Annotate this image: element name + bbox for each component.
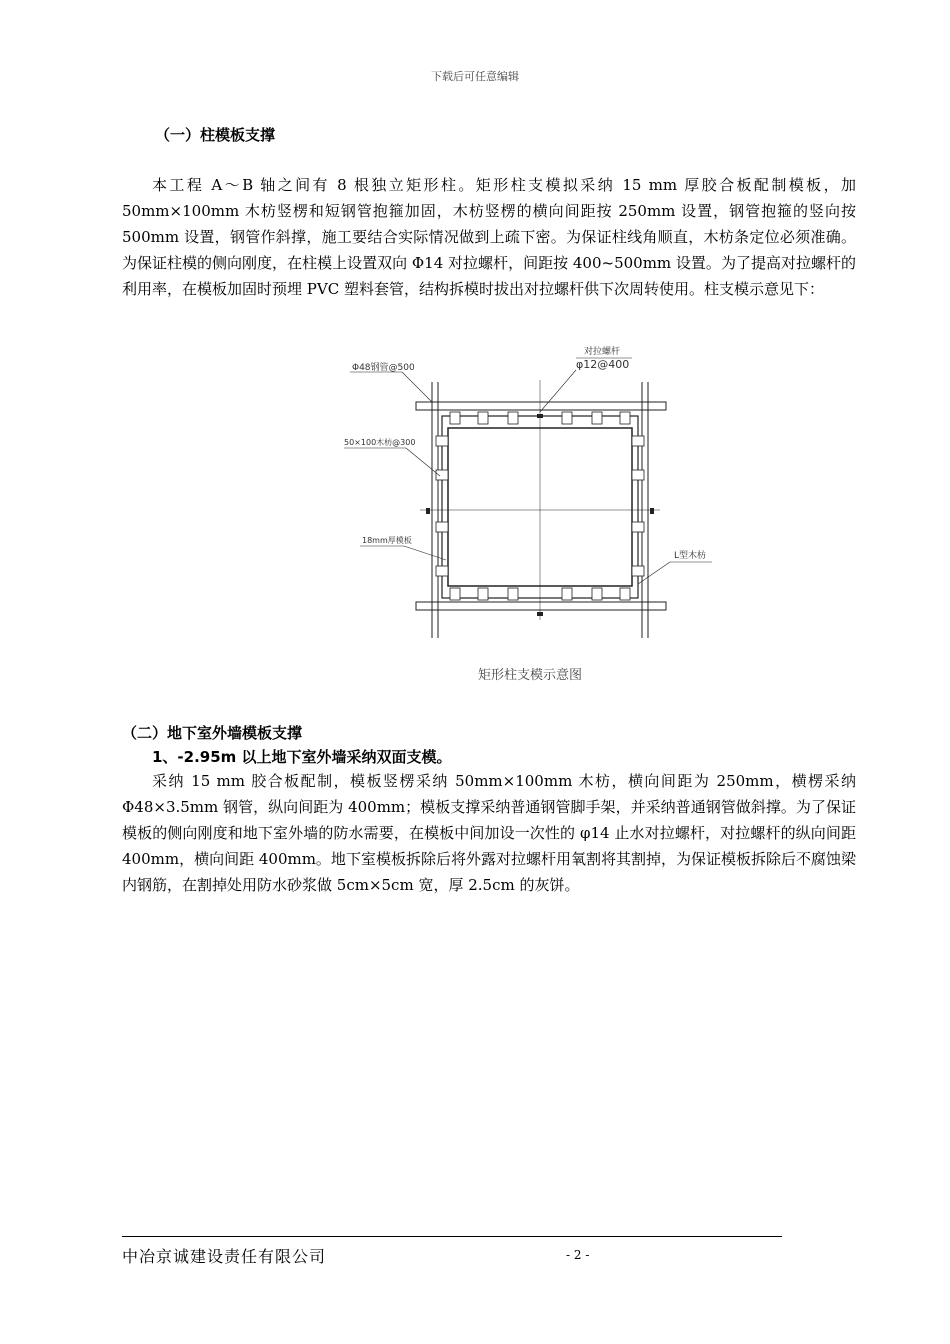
column-formwork-diagram	[340, 340, 720, 640]
label-bolt-spec: φ12@400	[576, 358, 630, 371]
bottom-pipe	[416, 602, 666, 610]
footer-company: 中冶京诚建设责任有限公司	[122, 1247, 327, 1266]
section-2-title: （二）地下室外墙模板支撑	[122, 724, 303, 742]
top-pipe	[416, 402, 666, 410]
page-header-note: 下载后可任意编辑	[431, 70, 519, 83]
footer-rule	[122, 1236, 782, 1237]
section-1-paragraph: 本工程 A～B 轴之间有 8 根独立矩形柱。矩形柱支模拟采纳 15 mm 厚胶合板配制模板，加 50mm×100mm 木枋竖楞和短钢管抱箍加固，木枋竖楞的横向间距按 250mm 设置，钢管抱箍的竖向按 500mm 设置，钢管作斜撑，施工要结合实际情况做到上疏下密。为保证柱线角顺直，木枋条定位必须准确。为保证柱模的侧向刚度，在柱模上设置双向 Φ14 对拉螺杆，间距按 400~500mm 设置。为了提高对拉螺杆的利用率，在模板加固时预埋 PVC 塑料套管，结构拆模时拔出对拉螺杆供下次周转使用。柱支模示意见下：	[122, 176, 856, 298]
figure-caption: 矩形柱支模示意图	[477, 668, 582, 683]
page-number: - 2 -	[566, 1248, 590, 1262]
section-1-title: （一）柱模板支撑	[155, 126, 276, 144]
label-l-timber: L型木枋	[674, 551, 707, 561]
section-1-body	[122, 172, 856, 302]
label-timber: 50×100木枋@300	[344, 438, 416, 447]
section-2-subtitle: 1、-2.95m 以上地下室外墙采纳双面支模。	[152, 748, 452, 766]
column-formwork-svg	[340, 340, 720, 640]
section-2-paragraph: 采纳 15 mm 胶合板配制，模板竖楞采纳 50mm×100mm 木枋，横向间距为 250mm，横楞采纳 Φ48×3.5mm 钢管，纵向间距为 400mm；模板支撑采纳普通钢管脚手架，并采纳普通钢管做斜撑。为了保证模板的侧向刚度和地下室外墙的防水需要，在模板中间加设一次性的 φ14 止水对拉螺杆，对拉螺杆的纵向间距 400mm，横向间距 400mm。地下室模板拆除后将外露对拉螺杆用氧割将其割掉，为保证模板拆除后不腐蚀梁内钢筋，在割掉处用防水砂浆做 5cm×5cm 宽，厚 2.5cm 的灰饼。	[122, 772, 856, 894]
label-pipe: Φ48钢管@500	[352, 363, 415, 373]
label-board: 18mm厚模板	[362, 536, 412, 545]
label-bolt-title: 对拉螺杆	[584, 347, 621, 357]
section-2-body	[122, 768, 856, 898]
